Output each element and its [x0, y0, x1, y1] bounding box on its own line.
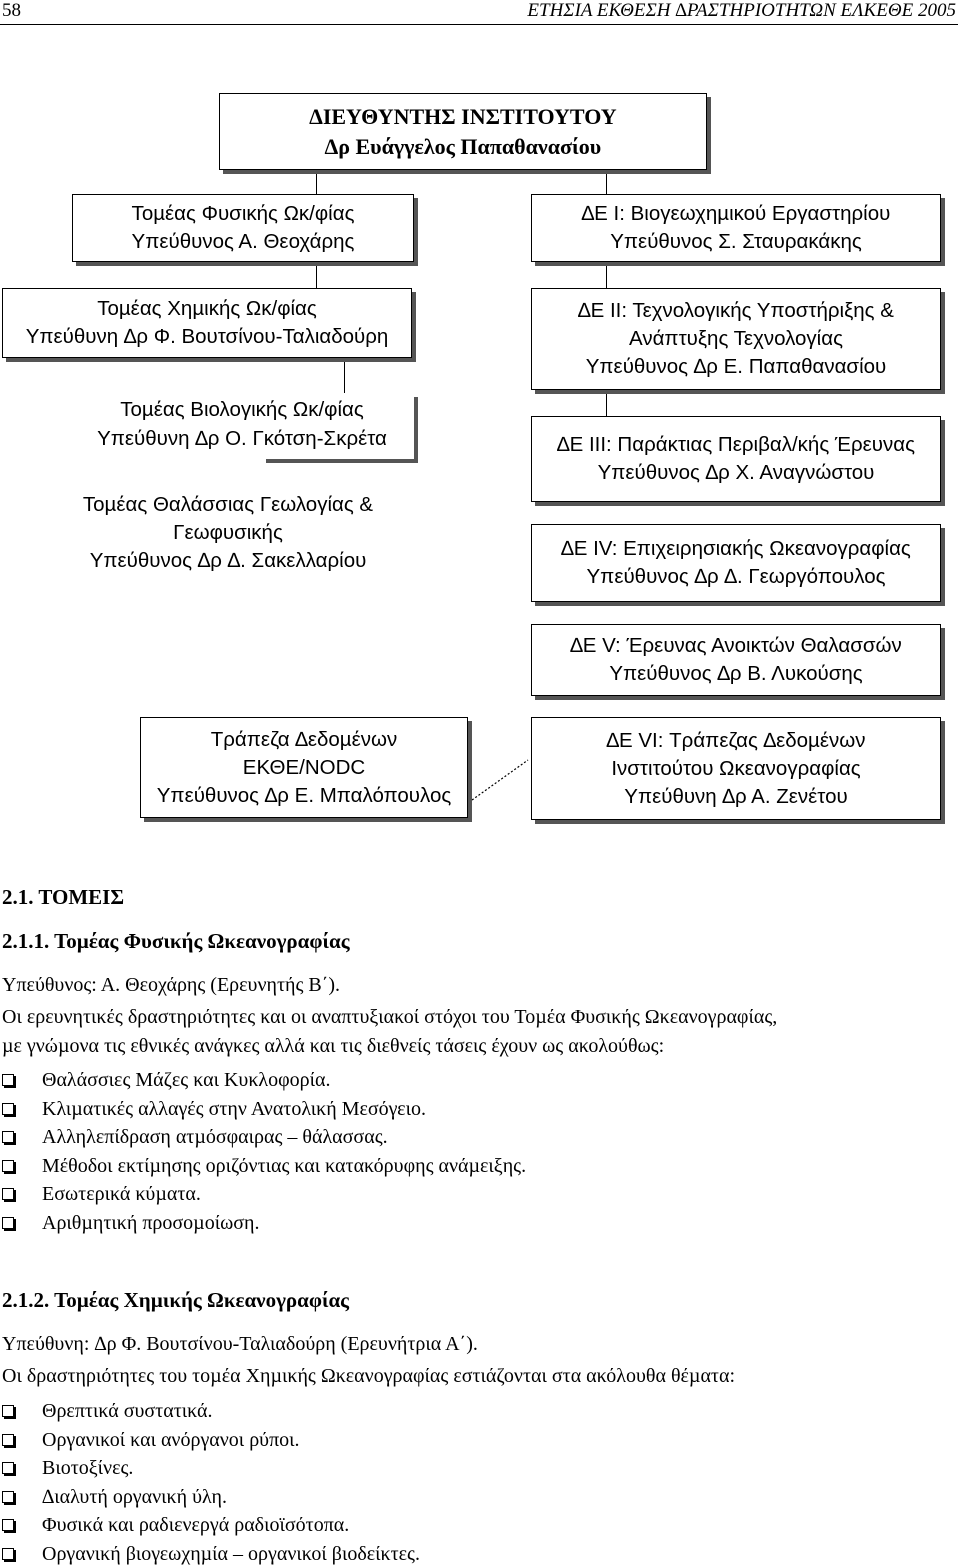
department-6-box: ∆Ε VI: Τράπεζας ∆εδοµένων Ινστιτούτου Ωκεανογραφίας Υπεύθυνη ∆ρ Α. Ζενέτου — [531, 717, 941, 820]
checkbox-bullet-icon — [2, 1074, 14, 1086]
physical-topics-list — [0, 1066, 526, 1237]
list-item: Φυσικά και ραδιενεργά ραδιοϊσότοπα. — [0, 1511, 420, 1540]
director-box — [219, 93, 707, 170]
list-item: Βιοτοξίνες. — [0, 1454, 420, 1483]
department-3-box: ∆Ε ΙΙΙ: Παράκτιας Περιβαλ/κής Έρευνας Υπεύθυνος ∆ρ Χ. Αναγνώστου — [531, 416, 941, 502]
intro-physical-line1: Οι ερευνητικές δραστηριότητες και οι αναπτυξιακοί στόχοι του Τοµέα Φυσικής Ωκεανογραφίας, — [2, 1006, 778, 1028]
list-item: Θαλάσσιες Μάζες και Κυκλοφορία. — [0, 1066, 526, 1095]
dotted-link-line — [472, 760, 528, 800]
checkbox-bullet-icon — [2, 1548, 14, 1560]
list-item: Εσωτερικά κύµατα. — [0, 1180, 526, 1209]
intro-chemical-line1: Οι δραστηριότητες του τοµέα Χηµικής Ωκεανογραφίας εστιάζονται στα ακόλουθα θέµατα: — [2, 1365, 735, 1387]
running-header: ΕΤΗΣΙΑ ΕΚΘΕΣΗ ∆ΡΑΣΤΗΡΙΟΤΗΤΩΝ ΕΛΚΕΘΕ 2005 — [527, 0, 956, 21]
page-number: 58 — [2, 0, 21, 21]
checkbox-bullet-icon — [2, 1160, 14, 1172]
list-item: Θρεπτικά συστατικά. — [0, 1397, 420, 1426]
sector-physical-box: Τοµέας Φυσικής Ωκ/φίας Υπεύθυνος Α. Θεοχάρης — [72, 194, 414, 262]
sector-geology-box: Τοµέας Θαλάσσιας Γεωλογίας & Γεωφυσικής Υπεύθυνος ∆ρ ∆. Σακελλαρίου — [262, 484, 414, 580]
responsible-chemical: Υπεύθυνη: ∆ρ Φ. Βουτσίνου-Ταλιαδούρη (Ερευνήτρια Α΄). — [2, 1333, 478, 1355]
responsible-physical: Υπεύθυνος: Α. Θεοχάρης (Ερευνητής Β΄). — [2, 974, 341, 996]
chemical-topics-list — [0, 1397, 420, 1565]
checkbox-bullet-icon — [2, 1462, 14, 1474]
department-5-box: ∆Ε V: Έρευνας Ανοικτών Θαλασσών Υπεύθυνος ∆ρ Β. Λυκούσης — [531, 624, 941, 696]
list-item: Οργανική βιογεωχηµία – οργανικοί βιοδείκτες. — [0, 1540, 420, 1565]
checkbox-bullet-icon — [2, 1434, 14, 1446]
list-item: ∆ιαλυτή οργανική ύλη. — [0, 1483, 420, 1512]
sector-biological-box: Τοµέας Βιολογικής Ωκ/φίας Υπεύθυνη ∆ρ Ο. Γκότση-Σκρέτα — [262, 393, 414, 459]
department-2-box: ∆Ε ΙΙ: Τεχνολογικής Υποστήριξης & Ανάπτυξης Τεχνολογίας Υπεύθυνος ∆ρ Ε. Παπαθανασίου — [531, 288, 941, 390]
checkbox-bullet-icon — [2, 1491, 14, 1503]
subsection-heading-chemical: 2.1.2. Τοµέας Χηµικής Ωκεανογραφίας — [2, 1288, 350, 1312]
checkbox-bullet-icon — [2, 1519, 14, 1531]
department-4-box: ∆Ε IV: Επιχειρησιακής Ωκεανογραφίας Υπεύθυνος ∆ρ ∆. Γεωργόπουλος — [531, 524, 941, 602]
checkbox-bullet-icon — [2, 1131, 14, 1143]
director-title: ∆ΙΕΥΘΥΝΤΗΣ ΙΝΣΤΙΤΟΥΤΟΥ — [309, 103, 617, 129]
list-item: Αλληλεπίδραση ατµόσφαιρας – θάλασσας. — [0, 1123, 526, 1152]
list-item: Αριθµητική προσοµοίωση. — [0, 1209, 526, 1238]
list-item: Μέθοδοι εκτίµησης οριζόντιας και κατακόρυφης ανάµειξης. — [0, 1152, 526, 1181]
sector-chemical-box: Τοµέας Χηµικής Ωκ/φίας Υπεύθυνη ∆ρ Φ. Βουτσίνου-Ταλιαδούρη — [2, 288, 412, 358]
list-item: Κλιµατικές αλλαγές στην Ανατολική Μεσόγειο. — [0, 1095, 526, 1124]
checkbox-bullet-icon — [2, 1405, 14, 1417]
intro-physical-line2: µε γνώµονα τις εθνικές ανάγκες αλλά και τις διεθνείς τάσεις έχουν ως ακολούθως: — [2, 1035, 665, 1057]
checkbox-bullet-icon — [2, 1103, 14, 1115]
department-1-box: ∆Ε Ι: Βιογεωχηµικού Εργαστηρίου Υπεύθυνος Σ. Σταυρακάκης — [531, 194, 941, 262]
checkbox-bullet-icon — [2, 1188, 14, 1200]
list-item: Οργανικοί και ανόργανοι ρύποι. — [0, 1426, 420, 1455]
section-heading: 2.1. ΤΟΜΕΙΣ — [2, 885, 125, 909]
database-box: Τράπεζα ∆εδοµένων ΕΚΘΕ/NODC Υπεύθυνος ∆ρ Ε. Μπαλόπουλος — [140, 717, 468, 818]
checkbox-bullet-icon — [2, 1217, 14, 1229]
subsection-heading-physical: 2.1.1. Τοµέας Φυσικής Ωκεανογραφίας — [2, 929, 350, 953]
director-name: ∆ρ Ευάγγελος Παπαθανασίου — [324, 133, 602, 159]
